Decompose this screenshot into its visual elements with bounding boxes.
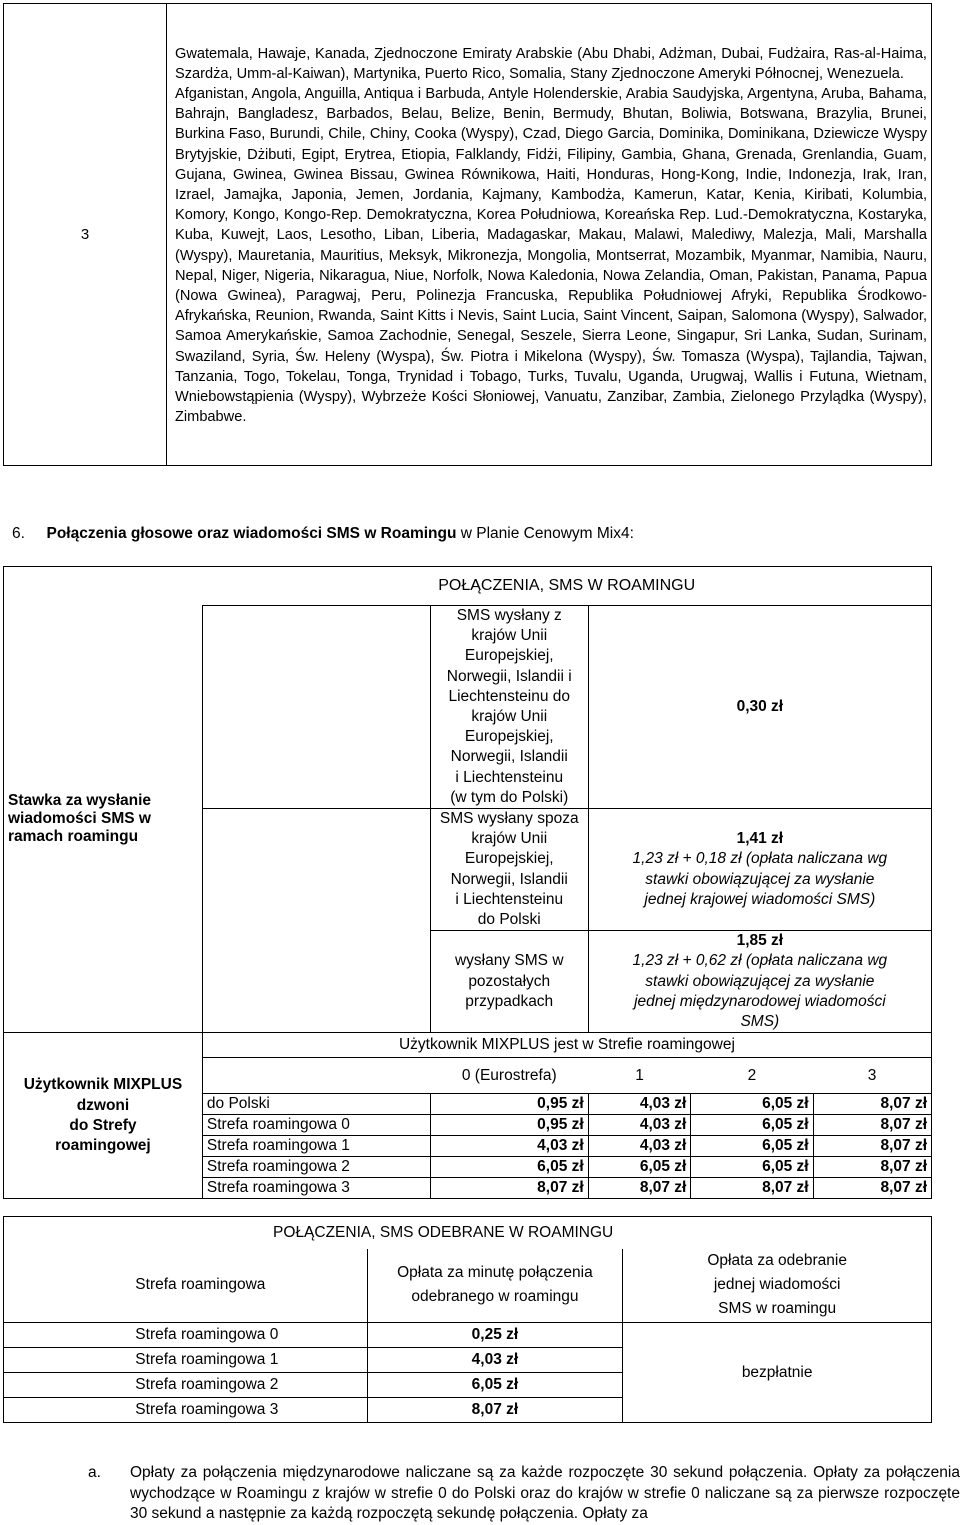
roaming-table — [3, 566, 932, 1199]
calls-label: Użytkownik MIXPLUS dzwoni do Strefy roamingowej — [4, 1033, 203, 1199]
sms-price-2: 1,85 zł 1,23 zł + 0,62 zł (opłata naliczana wg stawki obowiązującej za wysłanie jednej międzynarodowej wiadomości SMS) — [588, 931, 931, 1033]
received-header: POŁĄCZENIA, SMS ODEBRANE W ROAMINGU — [131, 1217, 931, 1249]
countries-part1: Gwatemala, Hawaje, Kanada, Zjednoczone Emiraty Arabskie (Abu Dhabi, Adżman, Dubai, Fudżaira, Ras-al-Haima, Szardża, Umm-al-Kaiwan), Martynika, Puerto Rico, Somalia, Stany Zjednoczone Ameryki Północnej, Wenezuela. — [175, 45, 927, 82]
section-6-heading — [12, 525, 634, 543]
sms-price-1: 1,41 zł 1,23 zł + 0,18 zł (opłata naliczana wg stawki obowiązującej za wysłanie jednej krajowej wiadomości SMS) — [588, 809, 931, 931]
zone-row — [4, 4, 932, 466]
section-title-bold: Połączenia głosowe oraz wiadomości SMS w Roamingu — [46, 525, 457, 542]
row-label: Strefa roamingowa 3 — [202, 1178, 430, 1199]
sms-desc-0: SMS wysłany z krajów Unii Europejskiej, Norwegii, Islandii i Liechtensteinu do krajów Unii Europejskiej, Norwegii, Islandii i Liechtensteinu (w tym do Polski) — [430, 606, 588, 809]
table-row: Strefa roamingowa 0 0,25 zł bezpłatnie — [4, 1323, 932, 1348]
received-header-row — [4, 1217, 932, 1249]
table-row: Strefa roamingowa 2 6,05 zł — [4, 1373, 932, 1398]
zone-col-3: 3 — [813, 1058, 931, 1094]
section-title-rest: w Planie Cenowym Mix4: — [456, 525, 634, 542]
table-row: Strefa roamingowa 1 4,03 zł — [4, 1348, 932, 1373]
roaming-header: POŁĄCZENIA, SMS W ROAMINGU — [202, 567, 931, 606]
sms-rate-label: Stawka za wysłanie wiadomości SMS w ramach roamingu — [4, 606, 203, 1033]
row-label: Strefa roamingowa 1 — [202, 1136, 430, 1157]
zone-col-1: 1 — [588, 1058, 691, 1094]
received-col-header-row — [4, 1249, 932, 1323]
footnote-label: a. — [88, 1464, 101, 1481]
received-col2: Opłata za minutę połączenia odebranego w roamingu — [367, 1249, 623, 1323]
zone-col-2: 2 — [691, 1058, 813, 1094]
table-row: Strefa roamingowa 3 8,07 zł 8,07 zł 8,07 zł 8,07 zł — [4, 1178, 932, 1199]
received-col1: Strefa roamingowa — [131, 1249, 367, 1323]
table-row: do Polski 0,95 zł 4,03 zł 6,05 zł 8,07 zł — [4, 1094, 932, 1115]
table-row: Strefa roamingowa 3 8,07 zł — [4, 1398, 932, 1423]
row-label: Strefa roamingowa 2 — [202, 1157, 430, 1178]
section-number: 6. — [12, 525, 25, 542]
roaming-header-row — [4, 567, 932, 606]
received-col3: Opłata za odebranie jednej wiadomości SMS w roamingu — [623, 1249, 932, 1323]
zone-countries-table — [3, 3, 932, 466]
zone-countries — [167, 4, 932, 466]
received-roaming-table — [3, 1216, 932, 1423]
countries-part2: Afganistan, Angola, Anguilla, Antiqua i Barbuda, Antyle Holenderskie, Arabia Saudyjska, Argentyna, Aruba, Bahama, Bahrajn, Bangladesz, Barbados, Belau, Belize, Benin, Bermudy, Bhutan, Boliwia, Botswana, Brazylia, Brunei, Burkina Faso, Burundi, Chile, Chiny, Cooka (Wyspy), Czad, Diego Garcia, Dominika, Dominikana, Dziewicze Wyspy Brytyjskie, Dżibuti, Egipt, Erytrea, Etiopia, Falklandy, Fidżi, Filipiny, Gambia, Ghana, Grenada, Grenlandia, Guam, Gujana, Gwinea, Gwinea Bissau, Gwinea Równikowa, Haiti, Honduras, Hong-Kong, Indie, Indonezja, Irak, Iran, Izrael, Jamajka, Japonia, Jemen, Jordania, Kajmany, Kambodża, Kamerun, Katar, Kenia, Kiribati, Kolumbia, Komory, Kongo, Kongo-Rep. Demokratyczna, Korea Południowa, Koreańska Rep. Lud.-Demokratyczna, Kostaryka, Kuba, Kuwejt, Laos, Lesotho, Liban, Liberia, Madagaskar, Makau, Malawi, Malediwy, Malezja, Mali, Marshalla (Wyspy), Mauretania, Mauritius, Meksyk, Mikronezja, Mongolia, Montserrat, Mozambik, Myanmar, Namibia, Nauru, Nepal, Niger, Nigeria, Nikaragua, Niue, Norfolk, Nowa Kaledonia, Nowa Zelandia, Oman, Pakistan, Panama, Papua (Nowa Gwinea), Paragwaj, Peru, Polinezja Francuska, Republika Południowej Afryki, Republika Środkowo-Afrykańska, Reunion, Rwanda, Saint Kitts i Nevis, Saint Lucia, Saint Vincent, Saipan, Salomona (Wyspy), Salwador, Samoa Amerykańskie, Samoa Zachodnie, Senegal, Seszele, Sierra Leone, Singapur, Sri Lanka, Sudan, Surinam, Swaziland, Syria, Św. Heleny (Wyspa), Św. Piotra i Mikelona (Wyspy), Św. Tomasza (Wyspa), Tajlandia, Tajwan, Tanzania, Togo, Tokelau, Tonga, Trynidad i Tobago, Turks, Tuvalu, Uganda, Urugwaj, Wallis i Futuna, Wietnam, Wniebowstąpienia (Wyspy), Wybrzeże Kości Słoniowej, Vanuatu, Zanzibar, Zambia, Zielonego Przylądka (Wyspy), Zimbabwe. — [175, 85, 927, 426]
table-row: Strefa roamingowa 2 6,05 zł 6,05 zł 6,05 zł 8,07 zł — [4, 1157, 932, 1178]
sms-desc-1: SMS wysłany spoza krajów Unii Europejskiej, Norwegii, Islandii i Liechtensteinu do Polski — [430, 809, 588, 931]
zone-header-row — [4, 1033, 932, 1058]
row-label: do Polski — [202, 1094, 430, 1115]
sms-received-price: bezpłatnie — [623, 1323, 932, 1423]
sms-desc-2: wysłany SMS w pozostałych przypadkach — [430, 931, 588, 1033]
sms-row-eu — [4, 606, 932, 809]
zone-number: 3 — [4, 4, 167, 466]
table-row: Strefa roamingowa 1 4,03 zł 4,03 zł 6,05 zł 8,07 zł — [4, 1136, 932, 1157]
zone-col-0: 0 (Eurostrefa) — [430, 1058, 588, 1094]
table-row: Strefa roamingowa 0 0,95 zł 4,03 zł 6,05 zł 8,07 zł — [4, 1115, 932, 1136]
zone-header: Użytkownik MIXPLUS jest w Strefie roamingowej — [202, 1033, 931, 1058]
footnote — [88, 1463, 960, 1525]
footnote-text: Opłaty za połączenia międzynarodowe naliczane są za każde rozpoczęte 30 sekund połączenia. Opłaty za połączenia wychodzące w Roamingu z krajów w strefie 0 do Polski oraz do krajów w strefie 0 naliczane są za pierwsze rozpoczęte 30 sekund a następnie za każdą rozpoczętą sekundę połączenia. Opłaty za — [130, 1464, 960, 1522]
sms-price-0: 0,30 zł — [588, 606, 931, 809]
row-label: Strefa roamingowa 0 — [202, 1115, 430, 1136]
